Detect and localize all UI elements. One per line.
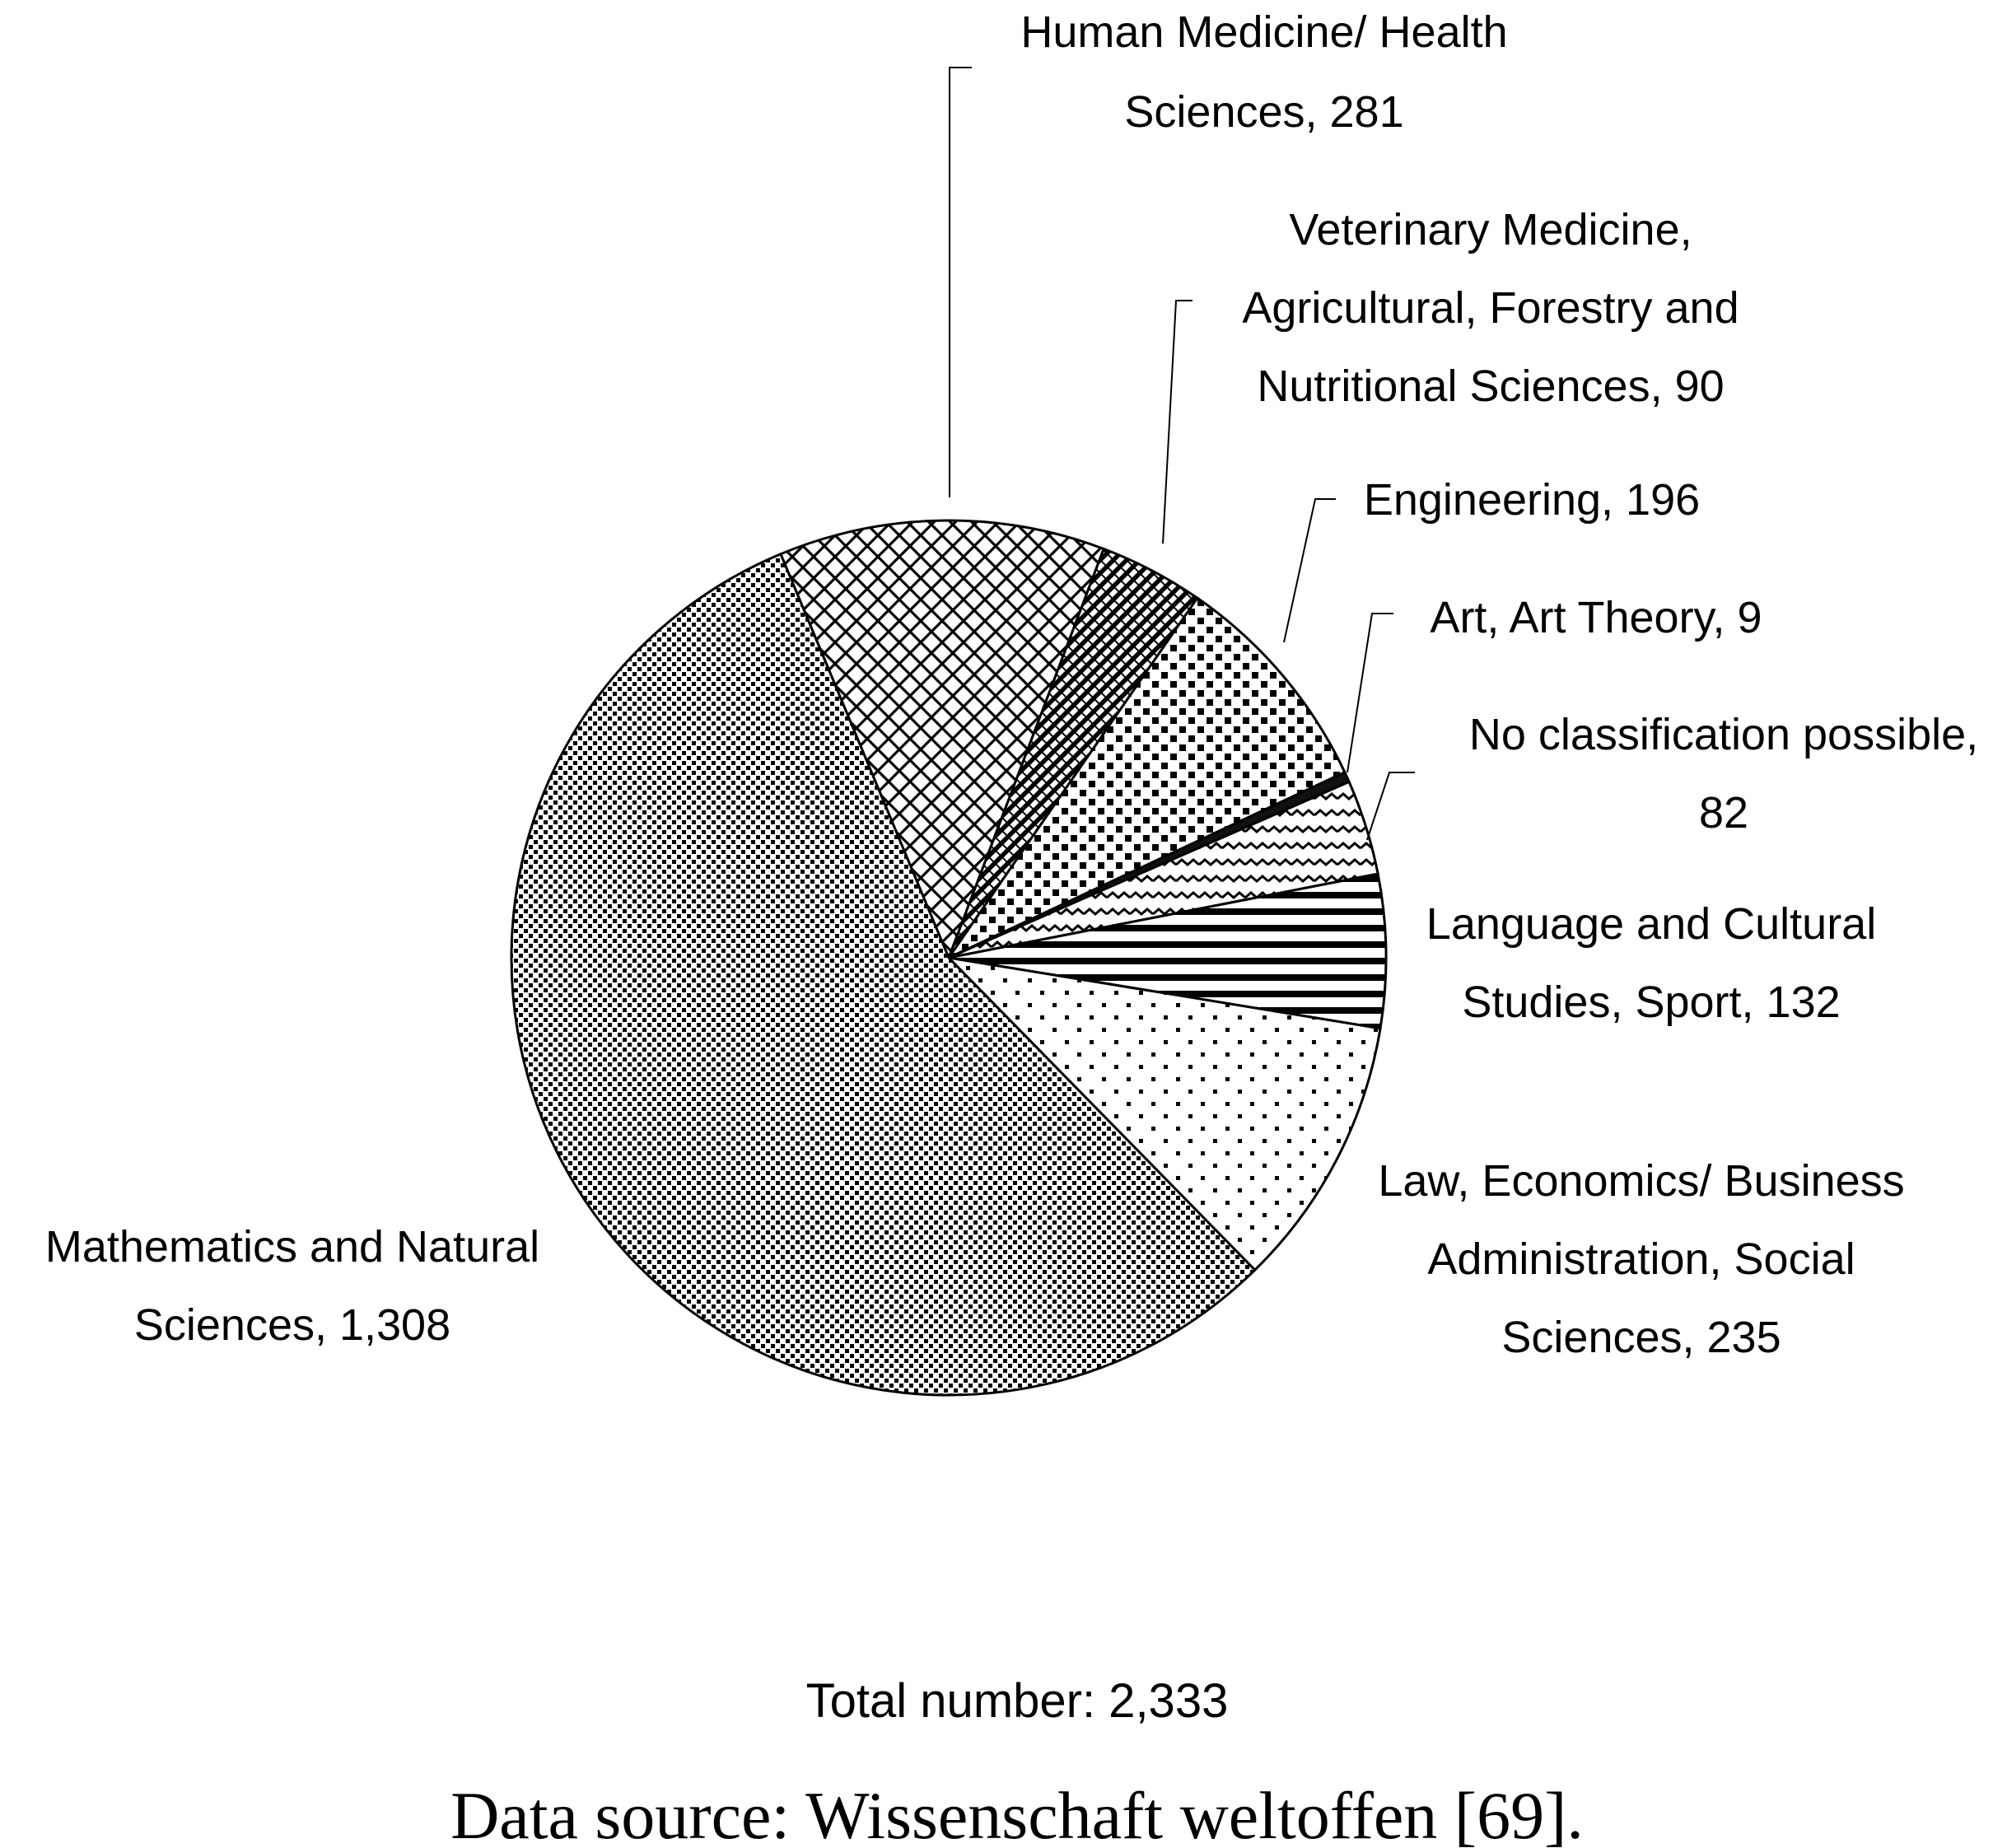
slice-label-line: Veterinary Medicine, [1289, 205, 1692, 254]
total-number: Total number: 2,333 [805, 1674, 1229, 1728]
slice-label-6 [1426, 899, 1876, 1027]
slice-label-line: Law, Economics/ Business [1378, 1156, 1905, 1206]
data-source: Data source: Wissenschaft weltoffen [69]. [450, 1778, 1584, 1848]
slice-label-7 [1378, 1156, 1904, 1362]
slice-label-line: Nutritional Sciences, 90 [1257, 362, 1725, 411]
slice-label-line: 82 [1698, 788, 1749, 838]
slice-label-1 [1020, 7, 1507, 137]
slice-label-2 [1242, 205, 1739, 411]
slice-label-line: Engineering, 196 [1363, 475, 1701, 525]
slice-label-line: Sciences, 235 [1501, 1313, 1781, 1362]
slice-label-line: Studies, Sport, 132 [1462, 978, 1841, 1027]
leader-line-5 [1367, 772, 1415, 840]
slice-label-4 [1430, 593, 1762, 642]
slice-label-3 [1364, 475, 1700, 525]
slice-label-line: Mathematics and Natural [44, 1222, 540, 1272]
leader-line-3 [1284, 499, 1336, 642]
slice-label-5 [1469, 710, 1978, 838]
slice-label-line: Sciences, 281 [1124, 87, 1404, 137]
slice-label-line: Art, Art Theory, 9 [1430, 593, 1762, 642]
leader-line-4 [1347, 614, 1393, 772]
leader-line-2 [1163, 301, 1193, 544]
slice-label-8 [45, 1222, 539, 1350]
slice-label-line: Language and Cultural [1426, 899, 1877, 949]
slice-label-line: Human Medicine/ Health [1020, 7, 1508, 57]
slice-label-line: No classification possible, [1468, 710, 1979, 759]
slice-label-line: Administration, Social [1427, 1234, 1855, 1284]
slice-label-line: Agricultural, Forestry and [1242, 283, 1739, 333]
leader-line-1 [950, 68, 972, 497]
slice-label-line: Sciences, 1,308 [133, 1300, 451, 1350]
